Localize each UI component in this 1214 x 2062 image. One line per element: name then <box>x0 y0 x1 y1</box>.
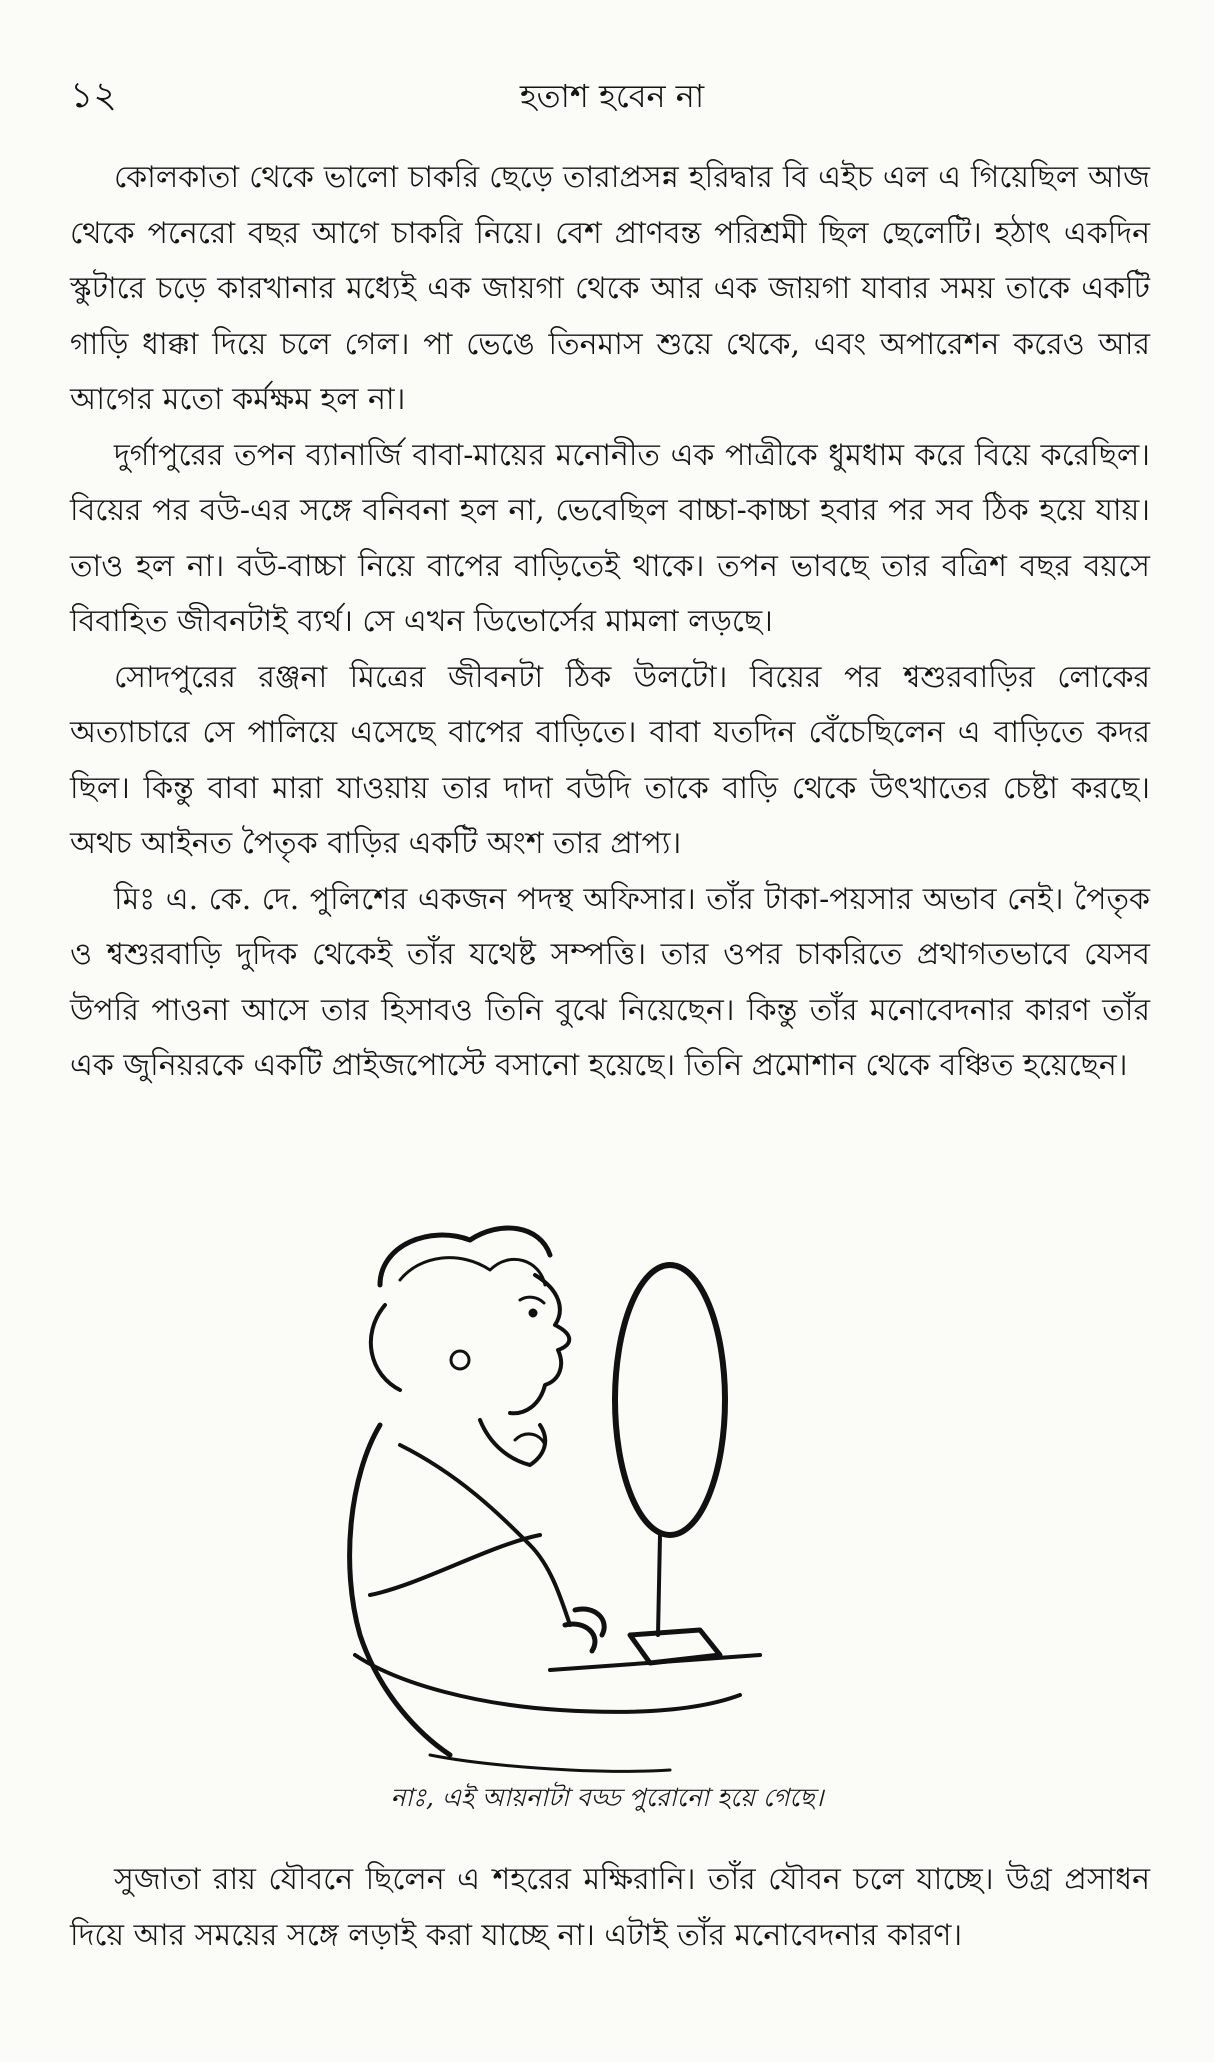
paragraph: মিঃ এ. কে. দে. পুলিশের একজন পদস্থ অফিসার। তাঁর টাকা-পয়সার অভাব নেই। পৈতৃক ও শ্বশুরবাড়ি দুদিক থেকেই তাঁর যথেষ্ট সম্পত্তি। তার ওপর চাকরিতে প্রথাগতভাবে যেসব উপরি পাওনা আসে তার হিসাবও তিনি বুঝে নিয়েছেন। কিন্তু তাঁর মনোবেদনার কারণ তাঁর এক জুনিয়রকে একটি প্রাইজপোস্টে বসানো হয়েছে। তিনি প্রমোশান থেকে বঞ্চিত হয়েছেন। <box>70 881 1150 1083</box>
body-text-continued <box>70 1852 1150 1963</box>
page-header <box>70 72 1154 132</box>
body-text <box>70 150 1150 1094</box>
running-title: হতাশ হবেন না <box>519 77 705 115</box>
paragraph: কোলকাতা থেকে ভালো চাকরি ছেড়ে তারাপ্রসন্ন হরিদ্বার বি এইচ এল এ গিয়েছিল আজ থেকে পনেরো বছর আগে চাকরি নিয়ে। বেশ প্রাণবন্ত পরিশ্রমী ছিল ছেলেটি। হঠাৎ একদিন স্কুটারে চড়ে কারখানার মধ্যেই এক জায়গা থেকে আর এক জায়গা যাবার সময় তাকে একটি গাড়ি ধাক্কা দিয়ে চলে গেল। পা ভেঙে তিনমাস শুয়ে থেকে, এবং অপারেশন করেও আর আগের মতো কর্মক্ষম হল না। <box>70 160 1150 417</box>
illustration-caption: নাঃ, এই আয়নাটা বড্ড পুরোনো হয়ে গেছে। <box>390 1783 824 1812</box>
paragraph: সুজাতা রায় যৌবনে ছিলেন এ শহরের মক্ষিরানি। তাঁর যৌবন চলে যাচ্ছে। উগ্র প্রসাধন দিয়ে আর সময়ের সঙ্গে লড়াই করা যাচ্ছে না। এটাই তাঁর মনোবেদনার কারণ। <box>70 1862 1150 1953</box>
paragraph: দুর্গাপুরের তপন ব্যানার্জি বাবা-মায়ের মনোনীত এক পাত্রীকে ধুমধাম করে বিয়ে করেছিল। বিয়ের পর বউ-এর সঙ্গে বনিবনা হল না, ভেবেছিল বাচ্চা-কাচ্চা হবার পর সব ঠিক হয়ে যায়। তাও হল না। বউ-বাচ্চা নিয়ে বাপের বাড়িতেই থাকে। তপন ভাবছে তার বত্রিশ বছর বয়সে বিবাহিত জীবনটাই ব্যর্থ। সে এখন ডিভোর্সের মামলা লড়ছে। <box>70 437 1150 639</box>
paragraph: সোদপুরের রঞ্জনা মিত্রের জীবনটা ঠিক উলটো। বিয়ের পর শ্বশুরবাড়ির লোকের অত্যাচারে সে পালিয়ে এসেছে বাপের বাড়িতে। বাবা যতদিন বেঁচেছিলেন এ বাড়িতে কদর ছিল। কিন্তু বাবা মারা যাওয়ায় তার দাদা বউদি তাকে বাড়ি থেকে উৎখাতের চেষ্টা করছে। অথচ আইনত পৈতৃক বাড়ির একটি অংশ তার প্রাপ্য। <box>70 659 1150 861</box>
page-number: ১২ <box>70 75 117 116</box>
woman-at-mirror-drawing <box>340 1215 860 1785</box>
